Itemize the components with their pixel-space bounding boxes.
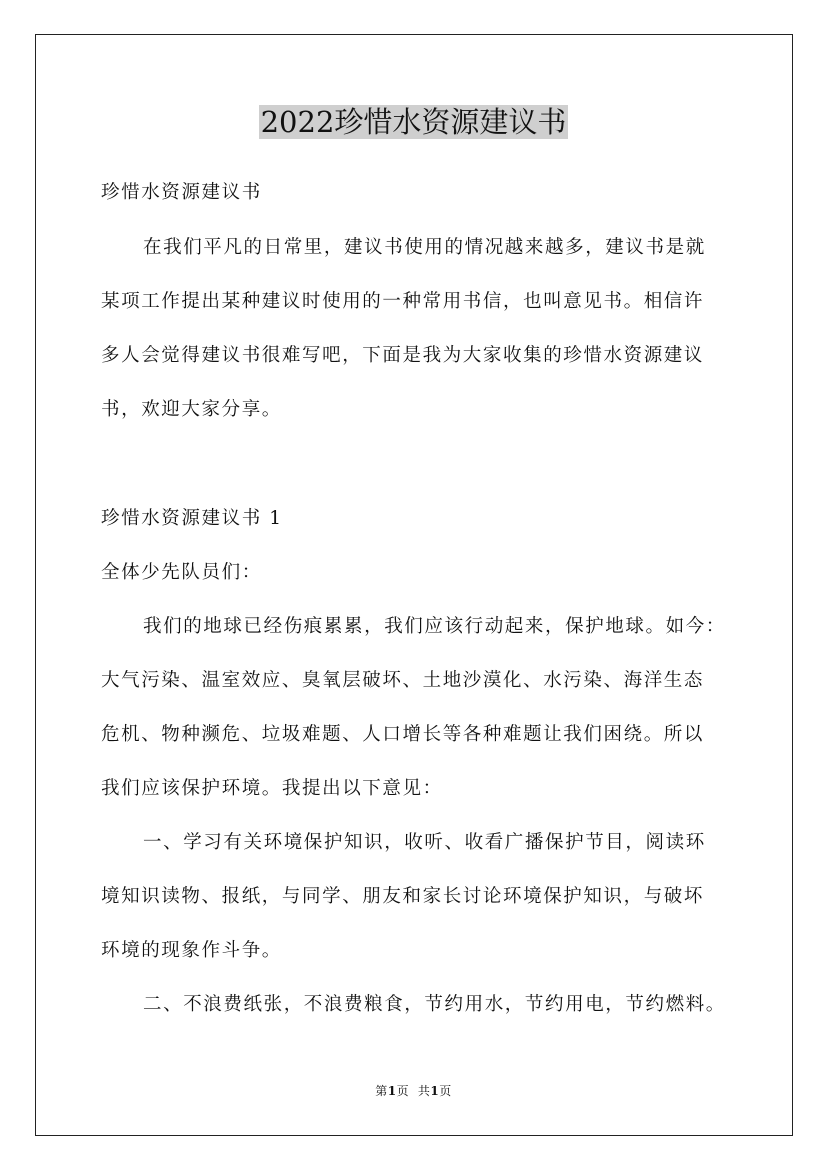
intro-line-2: 某项工作提出某种建议时使用的一种常用书信，也叫意见书。相信许 [101,291,705,312]
para2-line-2: 境知识读物、报纸，与同学、朋友和家长讨论环境保护知识，与破坏 [101,886,705,907]
page-footer [0,1083,827,1099]
intro-line-1: 在我们平凡的日常里，建议书使用的情况越来越多，建议书是就 [143,237,706,258]
para2-line-3: 环境的现象作斗争。 [101,940,282,961]
footer-total-unit: 页 [439,1084,452,1098]
intro-line-3: 多人会觉得建议书很难写吧，下面是我为大家收集的珍惜水资源建议 [101,345,705,366]
para3-line-1: 二、不浪费纸张，不浪费粮食，节约用水，节约用电，节约燃料。 [143,994,726,1015]
footer-page-total: 1 [430,1084,440,1098]
para1-line-3: 危机、物种濒危、垃圾难题、人口增长等各种难题让我们困绕。所以 [101,724,705,745]
para1-line-4: 我们应该保护环境。我提出以下意见： [101,778,443,799]
para1-line-1: 我们的地球已经伤痕累累，我们应该行动起来，保护地球。如今： [143,616,726,637]
footer-page-current: 1 [387,1084,397,1098]
intro-line-4: 书，欢迎大家分享。 [101,399,282,420]
section-heading: 珍惜水资源建议书 1 [101,508,283,529]
document-subtitle: 珍惜水资源建议书 [101,182,262,203]
para2-line-1: 一、学习有关环境保护知识，收听、收看广播保护节目，阅读环 [143,832,706,853]
para1-line-2: 大气污染、温室效应、臭氧层破坏、土地沙漠化、水污染、海洋生态 [101,670,705,691]
salutation: 全体少先队员们： [101,562,262,583]
document-title [0,100,827,144]
footer-page-prefix: 第 [375,1084,388,1098]
document-title-text: 2022珍惜水资源建议书 [260,105,567,139]
footer-total-prefix: 共 [417,1084,431,1098]
footer-page-unit: 页 [396,1084,410,1098]
